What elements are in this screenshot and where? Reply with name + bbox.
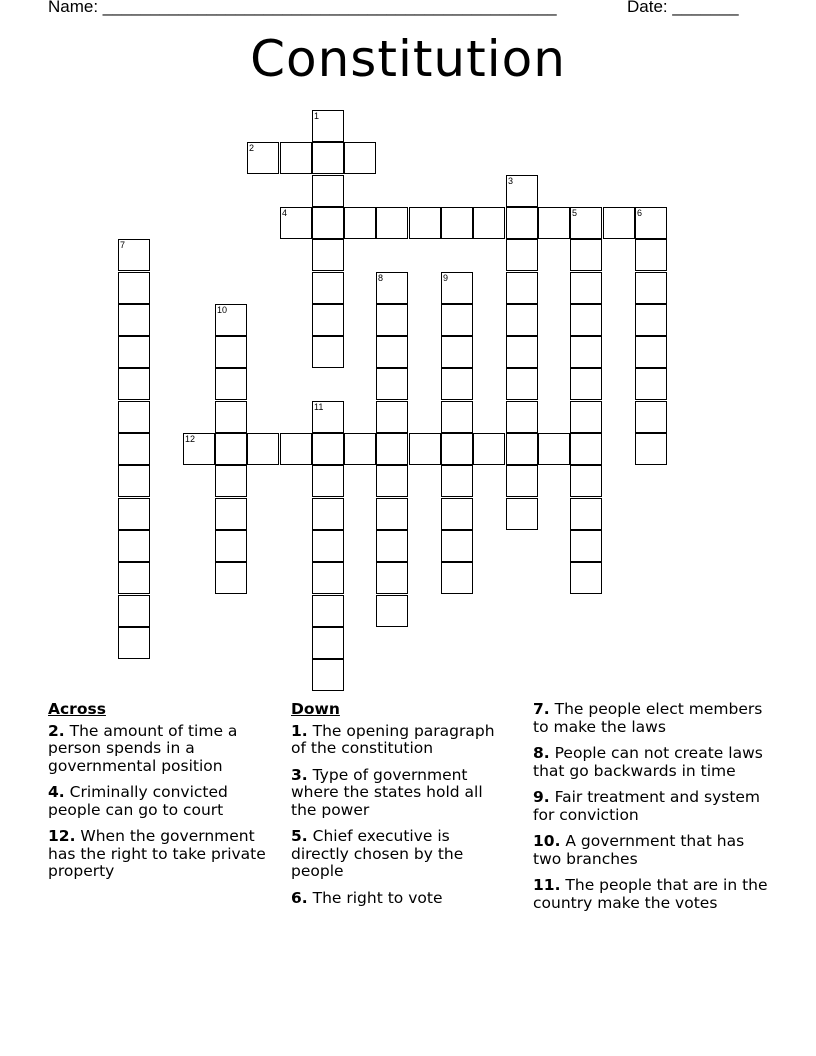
cell-number: 5 xyxy=(572,208,578,218)
grid-cell[interactable] xyxy=(280,207,312,239)
grid-cell[interactable] xyxy=(215,401,247,433)
clue-down-7 xyxy=(533,701,773,736)
grid-cell[interactable] xyxy=(118,530,150,562)
clue-text: The right to vote xyxy=(312,888,443,907)
clue-text: Chief executive is directly chosen by the people xyxy=(291,827,464,880)
grid-cell[interactable] xyxy=(344,207,376,239)
grid-cell[interactable] xyxy=(376,498,408,530)
grid-cell[interactable] xyxy=(409,433,441,465)
clue-number: 7. xyxy=(533,700,550,718)
grid-cell[interactable] xyxy=(118,627,150,659)
grid-cell[interactable] xyxy=(635,368,667,400)
clue-text: Type of government where the states hold all the power xyxy=(291,765,483,819)
cell-number: 8 xyxy=(378,273,384,283)
down-clues-column-continued xyxy=(533,701,773,921)
grid-cell[interactable] xyxy=(118,304,150,336)
grid-cell[interactable] xyxy=(118,562,150,594)
clue-across-2 xyxy=(48,723,283,776)
grid-cell[interactable] xyxy=(215,530,247,562)
grid-cell[interactable] xyxy=(312,659,344,691)
grid-cell[interactable] xyxy=(312,530,344,562)
grid-cell[interactable] xyxy=(635,304,667,336)
date-field-label: Date: _______ xyxy=(627,0,739,16)
grid-cell[interactable] xyxy=(312,239,344,271)
grid-cell[interactable] xyxy=(118,401,150,433)
grid-cell[interactable] xyxy=(441,465,473,497)
grid-cell[interactable] xyxy=(215,304,247,336)
clue-text: People can not create laws that go backwards in time xyxy=(533,744,763,780)
cell-number: 1 xyxy=(314,111,320,121)
grid-cell[interactable] xyxy=(473,207,505,239)
grid-cell[interactable] xyxy=(506,465,538,497)
grid-cell[interactable] xyxy=(376,304,408,336)
clue-text: Fair treatment and system for conviction xyxy=(533,788,761,824)
name-field-label: Name: ________________________________________________ xyxy=(48,0,557,16)
grid-cell[interactable] xyxy=(506,175,538,207)
grid-cell[interactable] xyxy=(441,336,473,368)
grid-cell[interactable] xyxy=(441,304,473,336)
grid-cell[interactable] xyxy=(538,207,570,239)
grid-cell[interactable] xyxy=(570,562,602,594)
grid-cell[interactable] xyxy=(118,433,150,465)
grid-cell[interactable] xyxy=(376,207,408,239)
clue-number: 5. xyxy=(291,827,308,845)
grid-cell[interactable] xyxy=(441,401,473,433)
clue-across-12 xyxy=(48,828,283,881)
down-heading: Down xyxy=(291,700,340,718)
grid-cell[interactable] xyxy=(118,272,150,304)
grid-cell[interactable] xyxy=(312,498,344,530)
clue-text: A government that has two branches xyxy=(533,832,745,868)
grid-cell[interactable] xyxy=(280,433,312,465)
grid-cell[interactable] xyxy=(312,272,344,304)
grid-cell[interactable] xyxy=(441,530,473,562)
grid-cell[interactable] xyxy=(376,595,408,627)
clue-down-10 xyxy=(533,833,773,868)
grid-cell[interactable] xyxy=(506,239,538,271)
grid-cell[interactable] xyxy=(247,433,279,465)
clue-number: 8. xyxy=(533,744,550,762)
grid-cell[interactable] xyxy=(506,304,538,336)
clue-number: 4. xyxy=(48,783,65,801)
grid-cell[interactable] xyxy=(215,498,247,530)
grid-cell[interactable] xyxy=(441,562,473,594)
grid-cell[interactable] xyxy=(215,368,247,400)
grid-cell[interactable] xyxy=(215,336,247,368)
clue-across-4 xyxy=(48,784,283,819)
clue-number: 2. xyxy=(48,721,65,740)
cell-number: 7 xyxy=(120,240,126,250)
grid-cell[interactable] xyxy=(441,368,473,400)
grid-cell[interactable] xyxy=(280,142,312,174)
cell-number: 9 xyxy=(443,273,449,283)
grid-cell[interactable] xyxy=(312,207,344,239)
grid-cell[interactable] xyxy=(376,530,408,562)
clue-number: 3. xyxy=(291,765,308,784)
grid-cell[interactable] xyxy=(570,272,602,304)
grid-cell[interactable] xyxy=(376,433,408,465)
grid-cell[interactable] xyxy=(247,142,279,174)
grid-cell[interactable] xyxy=(635,239,667,271)
grid-cell[interactable] xyxy=(635,336,667,368)
grid-cell[interactable] xyxy=(570,465,602,497)
clue-text: Criminally convicted people can go to court xyxy=(48,783,228,819)
clue-down-1 xyxy=(291,723,511,758)
grid-cell[interactable] xyxy=(570,207,602,239)
grid-cell[interactable] xyxy=(441,272,473,304)
grid-cell[interactable] xyxy=(441,498,473,530)
cell-number: 10 xyxy=(217,305,228,315)
grid-cell[interactable] xyxy=(506,368,538,400)
grid-cell[interactable] xyxy=(312,304,344,336)
clue-text: The amount of time a person spends in a governmental position xyxy=(48,721,238,775)
grid-cell[interactable] xyxy=(506,401,538,433)
grid-cell[interactable] xyxy=(312,627,344,659)
grid-cell[interactable] xyxy=(376,336,408,368)
cell-number: 2 xyxy=(249,143,255,153)
clue-number: 6. xyxy=(291,888,308,907)
clue-down-6 xyxy=(291,890,511,908)
cell-number: 3 xyxy=(508,176,514,186)
grid-cell[interactable] xyxy=(344,142,376,174)
grid-cell[interactable] xyxy=(312,142,344,174)
grid-cell[interactable] xyxy=(441,207,473,239)
grid-cell[interactable] xyxy=(312,595,344,627)
grid-cell[interactable] xyxy=(312,110,344,142)
grid-cell[interactable] xyxy=(215,562,247,594)
grid-cell[interactable] xyxy=(376,465,408,497)
clue-number: 1. xyxy=(291,721,308,740)
cell-number: 12 xyxy=(185,434,196,444)
grid-cell[interactable] xyxy=(118,595,150,627)
grid-cell[interactable] xyxy=(635,401,667,433)
grid-cell[interactable] xyxy=(506,272,538,304)
cell-number: 11 xyxy=(314,402,324,412)
grid-cell[interactable] xyxy=(506,433,538,465)
cell-number: 4 xyxy=(282,208,288,218)
grid-cell[interactable] xyxy=(118,239,150,271)
grid-cell[interactable] xyxy=(506,498,538,530)
grid-cell[interactable] xyxy=(118,336,150,368)
grid-cell[interactable] xyxy=(312,433,344,465)
grid-cell[interactable] xyxy=(570,336,602,368)
grid-cell[interactable] xyxy=(570,401,602,433)
clue-number: 10. xyxy=(533,832,561,850)
clue-text: The people that are in the country make the votes xyxy=(533,876,768,912)
grid-cell[interactable] xyxy=(118,498,150,530)
grid-cell[interactable] xyxy=(603,207,635,239)
grid-cell[interactable] xyxy=(635,272,667,304)
grid-cell[interactable] xyxy=(312,401,344,433)
clue-number: 11. xyxy=(533,876,561,894)
grid-cell[interactable] xyxy=(118,368,150,400)
across-heading: Across xyxy=(48,700,106,718)
grid-cell[interactable] xyxy=(376,401,408,433)
grid-cell[interactable] xyxy=(570,304,602,336)
cell-number: 6 xyxy=(637,208,643,218)
grid-cell[interactable] xyxy=(473,433,505,465)
grid-cell[interactable] xyxy=(506,207,538,239)
grid-cell[interactable] xyxy=(441,433,473,465)
grid-cell[interactable] xyxy=(312,336,344,368)
clue-text: The people elect members to make the laws xyxy=(533,700,763,736)
clue-number: 9. xyxy=(533,788,550,806)
grid-cell[interactable] xyxy=(376,272,408,304)
grid-cell[interactable] xyxy=(409,207,441,239)
clue-down-11 xyxy=(533,877,773,912)
puzzle-title: Constitution xyxy=(250,30,566,88)
grid-cell[interactable] xyxy=(344,433,376,465)
grid-cell[interactable] xyxy=(570,530,602,562)
clue-down-9 xyxy=(533,789,773,824)
clue-number: 12. xyxy=(48,827,76,845)
grid-cell[interactable] xyxy=(376,368,408,400)
grid-cell[interactable] xyxy=(312,175,344,207)
grid-cell[interactable] xyxy=(570,433,602,465)
across-clues-column xyxy=(48,701,283,890)
grid-cell[interactable] xyxy=(570,368,602,400)
clue-down-5 xyxy=(291,828,511,881)
grid-cell[interactable] xyxy=(376,562,408,594)
clue-text: When the government has the right to take private property xyxy=(48,827,266,880)
grid-cell[interactable] xyxy=(312,465,344,497)
grid-cell[interactable] xyxy=(570,498,602,530)
grid-cell[interactable] xyxy=(215,433,247,465)
grid-cell[interactable] xyxy=(312,562,344,594)
grid-cell[interactable] xyxy=(570,239,602,271)
clue-text: The opening paragraph of the constitution xyxy=(291,721,495,757)
grid-cell[interactable] xyxy=(215,465,247,497)
grid-cell[interactable] xyxy=(506,336,538,368)
clue-down-3 xyxy=(291,767,511,820)
grid-cell[interactable] xyxy=(538,433,570,465)
down-clues-column xyxy=(291,701,511,916)
clue-down-8 xyxy=(533,745,773,780)
grid-cell[interactable] xyxy=(183,433,215,465)
grid-cell[interactable] xyxy=(118,465,150,497)
grid-cell[interactable] xyxy=(635,207,667,239)
grid-cell[interactable] xyxy=(635,433,667,465)
